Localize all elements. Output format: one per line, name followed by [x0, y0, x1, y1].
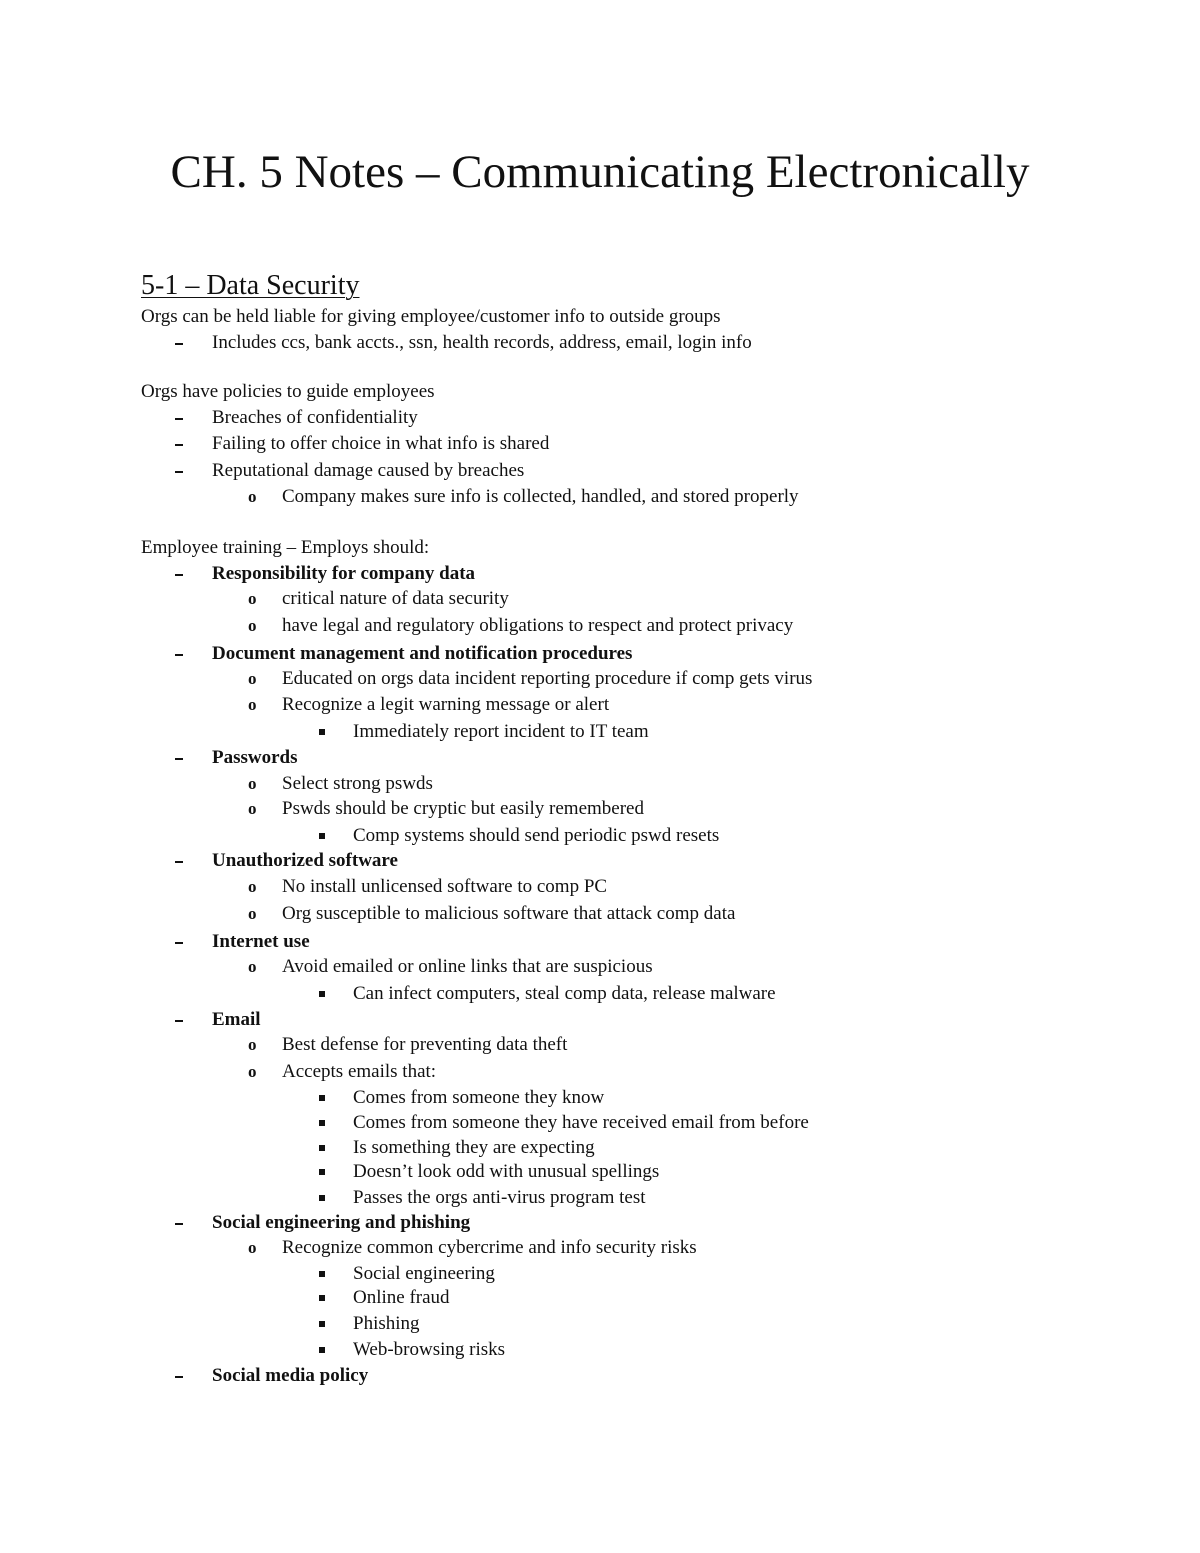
list-item — [212, 1008, 261, 1032]
line-text: Doesn’t look odd with unusual spellings — [353, 1161, 660, 1182]
list-item — [248, 614, 794, 638]
line-text: Is something they are expecting — [353, 1137, 595, 1158]
line-text: Accepts emails that: — [282, 1061, 437, 1082]
list-item — [353, 1262, 495, 1286]
page-title: CH. 5 Notes – Communicating Electronically — [170, 146, 1030, 198]
circle-bullet-icon: o — [248, 904, 257, 923]
list-item — [353, 824, 719, 848]
list-item — [353, 1160, 659, 1184]
line-text: Responsibility for company data — [212, 563, 476, 584]
line-text: Orgs have policies to guide employees — [141, 381, 435, 402]
list-item — [353, 1286, 450, 1310]
circle-bullet-icon: o — [248, 957, 257, 976]
list-item — [248, 955, 653, 979]
dash-bullet-icon — [175, 930, 184, 954]
line-text: Passwords — [212, 747, 298, 768]
dash-bullet-icon — [175, 1008, 184, 1032]
line-text: Social engineering — [353, 1263, 495, 1284]
list-item — [248, 485, 799, 509]
list-item — [212, 930, 310, 954]
dash-bullet-icon — [175, 642, 184, 666]
line-text: Email — [212, 1009, 261, 1030]
line-text: Comes from someone they know — [353, 1087, 605, 1108]
line-text: Includes ccs, bank accts., ssn, health records, address, email, login info — [212, 332, 752, 353]
line-text: Phishing — [353, 1313, 420, 1334]
circle-bullet-icon: o — [248, 487, 257, 506]
line-text: Failing to offer choice in what info is shared — [212, 433, 550, 454]
circle-bullet-icon: o — [248, 669, 257, 688]
list-item — [353, 982, 776, 1006]
list-item — [212, 642, 632, 666]
circle-bullet-icon: o — [248, 695, 257, 714]
dash-bullet-icon — [175, 406, 184, 430]
list-item — [248, 772, 433, 796]
dash-bullet-icon — [175, 432, 184, 456]
circle-bullet-icon: o — [248, 589, 257, 608]
list-item — [353, 720, 649, 744]
circle-bullet-icon: o — [248, 1062, 257, 1081]
list-item — [248, 902, 736, 926]
list-item — [353, 1086, 604, 1110]
line-text: Orgs can be held liable for giving employee/customer info to outside groups — [141, 306, 721, 327]
list-item — [212, 432, 549, 456]
line-text: Internet use — [212, 931, 310, 952]
circle-bullet-icon: o — [248, 1238, 257, 1257]
line-employee-training — [141, 536, 429, 560]
dash-bullet-icon — [175, 1364, 184, 1388]
list-item — [212, 459, 524, 483]
line-text: Unauthorized software — [212, 850, 398, 871]
list-item — [353, 1186, 646, 1210]
line-text: Educated on orgs data incident reporting procedure if comp gets virus — [282, 668, 813, 689]
list-item — [353, 1111, 809, 1135]
list-item — [212, 849, 398, 873]
list-item — [353, 1312, 420, 1336]
circle-bullet-icon: o — [248, 799, 257, 818]
list-item — [212, 746, 298, 770]
section-heading: 5-1 – Data Security — [141, 270, 360, 301]
line-orgs-policies — [141, 380, 435, 404]
line-text: critical nature of data security — [282, 588, 509, 609]
line-text: Company makes sure info is collected, handled, and stored properly — [282, 486, 799, 507]
list-item — [248, 1236, 697, 1260]
dash-bullet-icon — [175, 459, 184, 483]
line-text: Comes from someone they have received email from before — [353, 1112, 809, 1133]
line-text: Breaches of confidentiality — [212, 407, 418, 428]
line-text: Pswds should be cryptic but easily remembered — [282, 798, 644, 819]
line-text: Social engineering and phishing — [212, 1212, 471, 1233]
line-text: Online fraud — [353, 1287, 450, 1308]
line-text: Recognize a legit warning message or alert — [282, 694, 610, 715]
circle-bullet-icon: o — [248, 1035, 257, 1054]
line-orgs-liable — [141, 305, 721, 329]
list-item — [353, 1136, 595, 1160]
line-text: Employee training – Employs should: — [141, 537, 430, 558]
list-item — [248, 667, 813, 691]
list-item — [248, 1033, 568, 1057]
list-item — [248, 875, 608, 899]
dash-bullet-icon — [175, 746, 184, 770]
dash-bullet-icon — [175, 1211, 184, 1235]
line-text: Comp systems should send periodic pswd resets — [353, 825, 720, 846]
line-text: Avoid emailed or online links that are suspicious — [282, 956, 653, 977]
list-item — [248, 1060, 437, 1084]
list-item — [212, 406, 418, 430]
circle-bullet-icon: o — [248, 877, 257, 896]
list-item — [212, 1211, 470, 1235]
list-item — [212, 331, 752, 355]
line-text: Best defense for preventing data theft — [282, 1034, 568, 1055]
dash-bullet-icon — [175, 562, 184, 586]
line-text: Social media policy — [212, 1365, 369, 1386]
line-text: Passes the orgs anti-virus program test — [353, 1187, 646, 1208]
line-text: Reputational damage caused by breaches — [212, 460, 525, 481]
line-text: No install unlicensed software to comp PC — [282, 876, 608, 897]
list-item — [248, 693, 610, 717]
list-item — [248, 797, 644, 821]
circle-bullet-icon: o — [248, 774, 257, 793]
line-text: Select strong pswds — [282, 773, 433, 794]
line-text: have legal and regulatory obligations to respect and protect privacy — [282, 615, 794, 636]
list-item — [212, 1364, 368, 1388]
line-text: Can infect computers, steal comp data, release malware — [353, 983, 776, 1004]
list-item — [353, 1338, 505, 1362]
line-text: Org susceptible to malicious software that attack comp data — [282, 903, 736, 924]
line-text: Recognize common cybercrime and info security risks — [282, 1237, 697, 1258]
dash-bullet-icon — [175, 849, 184, 873]
line-text: Document management and notification procedures — [212, 643, 633, 664]
line-text: Immediately report incident to IT team — [353, 721, 649, 742]
line-text: Web-browsing risks — [353, 1339, 506, 1360]
dash-bullet-icon — [175, 331, 184, 355]
circle-bullet-icon: o — [248, 616, 257, 635]
list-item — [248, 587, 509, 611]
list-item — [212, 562, 475, 586]
